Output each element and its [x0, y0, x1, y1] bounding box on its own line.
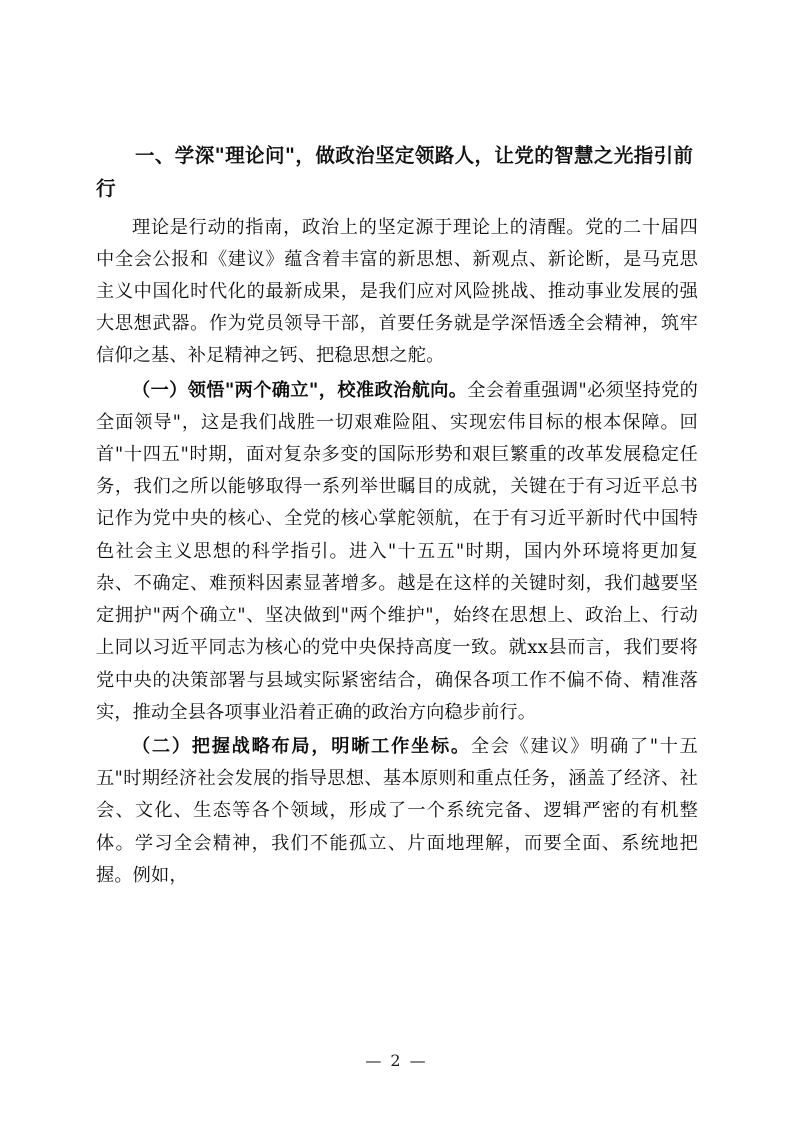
paragraph-text: 全会着重强调"必须坚持党的全面领导"，这是我们战胜一切艰难险阻、实现宏伟目标的根本保障。回首"十四五"时期，面对复杂多变的国际形势和艰巨繁重的改革发展稳定任务，我们之所以能够取得一系列举世瞩目的成就，关键在于有习近平总书记作为党中央的核心、全党的核心掌舵领航，在于有习近平新时代中国特色社会主义思想的科学指引。进入"十五五"时期，国内外环境将更加复杂、不确定、难预料因素显著增多。越是在这样的关键时刻，我们越要坚定拥护"两个确立"、坚决做到"两个维护"，始终在思想上、政治上、行动上同以习近平同志为核心的党中央保持高度一致。就xx县而言，我们要将党中央的决策部署与县域实际紧密结合，确保各项工作不偏不倚、精准落实，推动全县各项事业沿着正确的政治方向稳步前行。 [96, 379, 698, 723]
section-heading: 一、学深"理论问"，做政治坚定领路人，让党的智慧之光指引前行 [96, 144, 694, 200]
paragraph-intro [96, 212, 698, 373]
subsection-lead-1: （一）领悟"两个确立"，校准政治航向。 [132, 379, 468, 401]
paragraph-text: 全会《建议》明确了"十五五"时期经济社会发展的指导思想、基本原则和重点任务，涵盖了经济、社会、文化、生态等各个领域，形成了一个系统完备、逻辑严密的有机整体。学习全会精神，我们不能孤立、片面地理解，而要全面、系统地把握。例如， [96, 736, 699, 886]
page-number: — 2 — [365, 1051, 428, 1070]
subsection-lead-2: （二）把握战略布局，明晰工作坐标。 [132, 736, 471, 757]
paragraph-item-2 [96, 731, 698, 892]
document-body [96, 140, 698, 894]
paragraph-item-1 [96, 375, 698, 729]
paragraph-text: 理论是行动的指南，政治上的坚定源于理论上的清醒。党的二十届四中全会公报和《建议》蕴含着丰富的新思想、新观点、新论断，是马克思主义中国化时代化的最新成果，是我们应对风险挑战、推动事业发展的强大思想武器。作为党员领导干部，首要任务就是学深悟透全会精神，筑牢信仰之基、补足精神之钙、把稳思想之舵。 [96, 216, 698, 367]
